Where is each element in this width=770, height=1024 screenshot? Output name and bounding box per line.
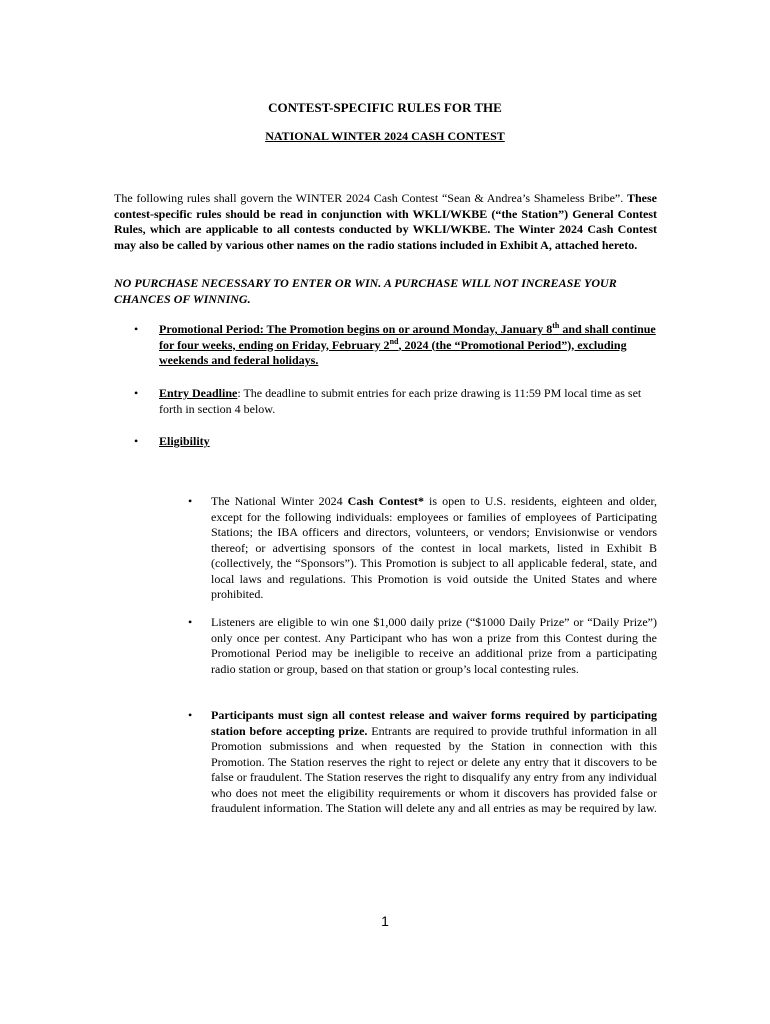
entry-deadline-text [159, 386, 659, 417]
eligibility-item-1 [211, 494, 657, 603]
eligibility-item-2: Listeners are eligible to win one $1,000 daily prize (“$1000 Daily Prize” or “Daily Prize”) only once per contest. Any Participant who has won a prize from this Contest during the Promotional Period may be ineligible to receive an additional prize from a participating radio station or group, based on that station or group’s local contesting rules. [211, 615, 657, 676]
intro-plain-text: The following rules shall govern the WINTER 2024 Cash Contest “Sean & Andrea’s Shameless Bribe”. [114, 191, 627, 205]
bullet-elig-3: • [188, 708, 193, 722]
promo-text-1: Promotional Period: The Promotion begins on or around Monday, January 8 [159, 322, 553, 336]
bullet-eligibility: • [134, 434, 139, 448]
bullet-promo: • [134, 322, 139, 336]
bullet-elig-1: • [188, 494, 193, 508]
promo-text-3: , 2024 (the “Promotional Period”), excluding weekends and federal holidays. [159, 337, 627, 367]
entry-deadline-body: : The deadline to submit entries for each prize drawing is 11:59 PM local time as set forth in section 4 below. [159, 386, 642, 416]
eligibility-item-3 [211, 708, 657, 817]
elig1-pre: The National Winter 2024 [211, 494, 348, 508]
entry-deadline-label: Entry Deadline [159, 386, 238, 400]
eligibility-heading: Eligibility [159, 434, 210, 448]
promo-text-2: and shall continue for four weeks, ending on Friday, February 2 [159, 322, 656, 352]
document-title: CONTEST-SPECIFIC RULES FOR THE [268, 100, 502, 115]
promo-sup-1: th [552, 321, 560, 330]
bullet-elig-2: • [188, 615, 193, 629]
document-subtitle: NATIONAL WINTER 2024 CASH CONTEST [265, 129, 505, 143]
page-number: 1 [381, 913, 389, 929]
elig3-bold: Participants must sign all contest release and waiver forms required by participating station before accepting prize. [211, 708, 657, 738]
no-purchase-notice: NO PURCHASE NECESSARY TO ENTER OR WIN. A PURCHASE WILL NOT INCREASE YOUR CHANCES OF WINNING. [114, 276, 617, 306]
elig3-rest: Entrants are required to provide truthful information in all Promotion submissions and when requested by the Station in connection with this Promotion. The Station reserves the right to reject or delete any entry that it discovers to be false or fraudulent. The Station reserves the right to disqualify any entry from any individual who does not meet the eligibility requirements or whom it discovers has provided false or fraudulent information. The Station will delete any and all entries as may be required by law. [211, 723, 657, 815]
intro-paragraph [114, 191, 657, 253]
elig1-bold: Cash Contest* [347, 494, 425, 508]
elig1-post: is open to U.S. residents, eighteen and older, except for the following individuals: employees or families of employees of Participating Stations; the IBA officers and directors, volunteers, or vendors; Envisionwise or vendors thereof; or advertising sponsors of the contest in local markets, listed in Exhibit B (collectively, the “Sponsors”). This Promotion is subject to all applicable federal, state, and local laws and regulations. This Promotion is void outside the United States and where prohibited. [211, 494, 657, 601]
promo-sup-2: nd [389, 336, 399, 346]
promotional-period-text [159, 322, 659, 369]
bullet-deadline: • [134, 386, 139, 400]
intro-bold-text: These contest-specific rules should be read in conjunction with WKLI/WKBE (“the Station”) General Contest Rules, which are applicable to all contests conducted by WKLI/WKBE. The Winter 2024 Cash Contest may also be called by various other names on the radio stations included in Exhibit A, attached hereto. [114, 191, 657, 252]
